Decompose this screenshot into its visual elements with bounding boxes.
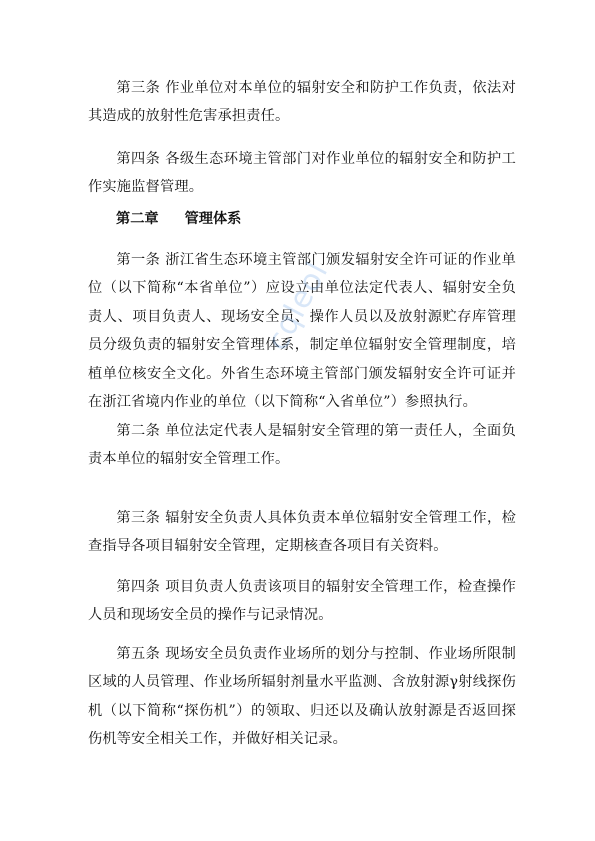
paragraph-chapter2-article-3: 第三条 辐射安全负责人具体负责本单位辐射安全管理工作，检查指导各项目辐射安全管理，定期核查各项目有关资料。 [88,510,516,555]
paragraph-chapter2-article-1: 第一条 浙江省生态环境主管部门颁发辐射安全许可证的作业单位（以下简称“本省单位”）应设立由单位法定代表人、辐射安全负责人、项目负责人、现场安全员、操作人员以及放射源贮存库管理员分级负责的辐射安全管理体系，制定单位辐射安全管理制度，培植单位核安全文化。外省生态环境主管部门颁发辐射安全许可证并在浙江省境内作业的单位（以下简称“入省单位”）参照执行。 [88,252,516,411]
paragraph-article-4-supervision: 第四条 各级生态环境主管部门对作业单位的辐射安全和防护工作实施监督管理。 [88,151,516,196]
watermark-logo: cqleol [260,256,336,357]
paragraph-chapter2-article-4: 第四条 项目负责人负责该项目的辐射安全管理工作，检查操作人员和现场安全员的操作与记录情况。 [88,579,516,624]
chapter-heading [116,205,241,233]
paragraph-chapter2-article-5: 第五条 现场安全员负责作业场所的划分与控制、作业场所限制区域的人员管理、作业场所辐射剂量水平监测、含放射源γ射线探伤机（以下简称“探伤机”）的领取、归还以及确认放射源是否返回探伤机等安全相关工作，并做好相关记录。 [88,646,516,748]
chapter-number: 第二章 [116,211,159,227]
chapter-title: 管理体系 [184,211,242,227]
paragraph-article-3-responsibility: 第三条 作业单位对本单位的辐射安全和防护工作负责，依法对其造成的放射性危害承担责任。 [88,80,516,125]
paragraph-chapter2-article-2: 第二条 单位法定代表人是辐射安全管理的第一责任人，全面负责本单位的辐射安全管理工作。 [88,423,516,468]
